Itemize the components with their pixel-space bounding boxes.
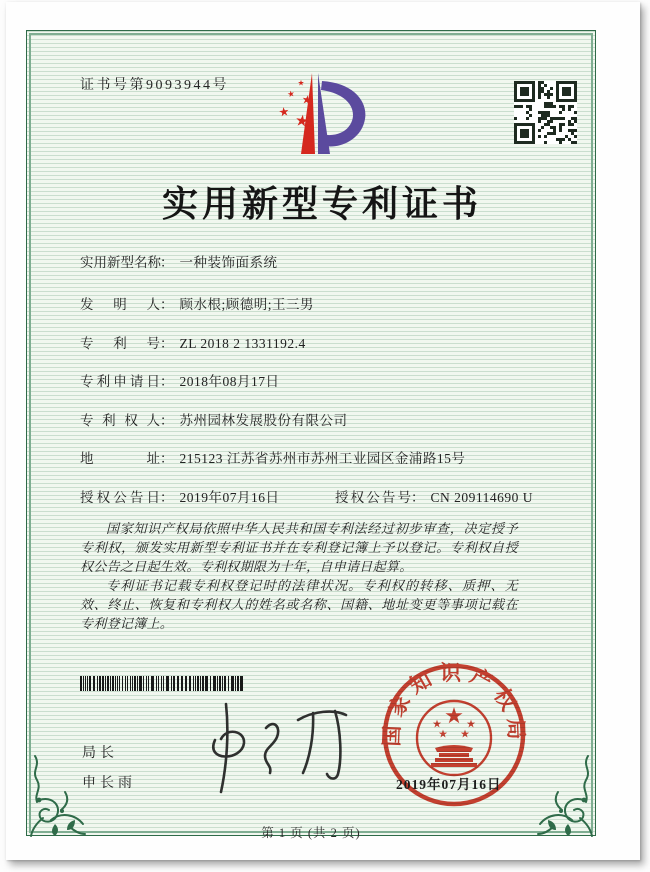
legal-text: [80, 519, 518, 633]
seal-date: 2019年07月16日: [396, 777, 502, 792]
field-colon: ：: [160, 255, 174, 270]
signer-block: [82, 739, 136, 799]
grant-no-label: 授权公告号: [335, 490, 411, 505]
field-colon: ：: [160, 413, 174, 428]
field-value: 215123 江苏省苏州市苏州工业园区金浦路15号: [179, 451, 466, 466]
signer-title: 局长: [82, 746, 118, 761]
field-colon: ：: [160, 451, 174, 466]
page-footer: 第 1 页 (共 2 页): [261, 826, 361, 840]
cnipa-logo-icon: [268, 72, 370, 156]
signer-name: 申长雨: [82, 776, 136, 791]
field-row-name: [80, 251, 278, 271]
field-label: 专利申请日: [80, 374, 160, 389]
field-colon: ：: [160, 374, 174, 389]
field-label: 发明人: [80, 297, 160, 312]
body-paragraph-2: 专利证书记载专利权登记时的法律状况。专利权的转移、质押、无效、终止、恢复和专利权人的姓名或名称、国籍、地址变更等事项记载在专利登记簿上。: [80, 578, 518, 631]
field-label: 专利权人: [80, 413, 160, 428]
field-row-patent-no: [80, 332, 306, 352]
field-row-address: [80, 447, 465, 467]
grant-date-value: 2019年07月16日: [179, 490, 280, 505]
grant-no-value: CN 209114690 U: [430, 490, 534, 505]
field-colon: ：: [411, 490, 425, 505]
field-value: 苏州园林发展股份有限公司: [179, 413, 348, 428]
certificate-page: [6, 2, 640, 860]
field-label: 专利号: [80, 336, 160, 351]
national-emblem-icon: [417, 701, 491, 775]
field-row-inventors: [80, 293, 314, 313]
grant-no-pair: [335, 486, 533, 506]
svg-text:国家知识产权局: [379, 661, 528, 747]
field-row-patentee: [80, 409, 348, 429]
barcode-icon: [80, 676, 244, 691]
field-label: 地址: [80, 451, 160, 466]
grant-date-label: 授权公告日: [80, 490, 160, 505]
field-value: 一种装饰面系统: [179, 255, 278, 270]
field-value: 顾水根;顾德明;王三男: [179, 297, 315, 312]
field-colon: ：: [160, 490, 174, 505]
certificate-number: 证书号第9093944号: [80, 78, 229, 93]
field-value: ZL 2018 2 1331192.4: [179, 336, 306, 351]
field-colon: ：: [160, 336, 174, 351]
body-paragraph-1: 国家知识产权局依照中华人民共和国专利法经过初步审查，决定授予专利权，颁发实用新型专利证书并在专利登记簿上予以登记。专利权自授权公告之日起生效。专利权期限为十年，自申请日起算。: [80, 521, 518, 574]
seal-text: 国家知识产权局: [379, 660, 529, 747]
field-colon: ：: [160, 297, 174, 312]
page-title: 实用新型专利证书: [161, 184, 482, 224]
qr-code-icon: [514, 81, 577, 144]
field-label: 实用新型名称: [80, 255, 161, 270]
field-value: 2018年08月17日: [179, 374, 280, 389]
field-row-grant: [80, 486, 534, 506]
signature-script-icon: [188, 696, 358, 798]
field-row-filing-date: [80, 370, 280, 390]
